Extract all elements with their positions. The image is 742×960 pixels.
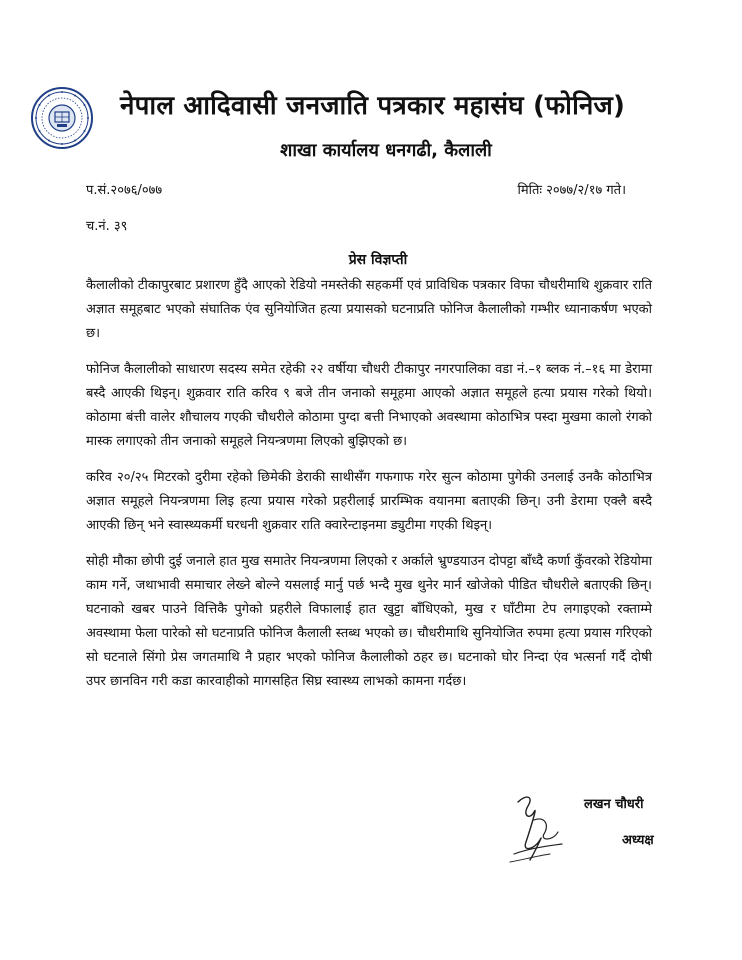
signatory-name: लखन चौधरी xyxy=(584,797,644,812)
paragraph-1: कैलालीको टीकापुरबाट प्रशारण हुँदै आएको रेडियो नमस्तेकी सहकर्मी एवं प्राविधिक पत्रकार विफा चौधरीमाथि शुक्रवार राति अज्ञात समूहबाट भएको संघातिक एंव सुनियोजित हत्या प्रयासको घटनाप्रति फोनिज कैलालीको गम्भीर ध्यानाकर्षण भएको छ। xyxy=(86,278,652,341)
press-release-body xyxy=(86,274,652,706)
document-title: प्रेस विज्ञप्ती xyxy=(348,252,408,268)
document-date: मितिः २०७७/२/१७ गते। xyxy=(517,183,626,198)
signature-icon xyxy=(500,790,580,868)
office-name: शाखा कार्यालय धनगढी, कैलाली xyxy=(280,140,492,161)
reference-number: प.सं.२०७६/०७७ xyxy=(86,183,163,198)
paragraph-4: सोही मौका छोपी दुई जनाले हात मुख समातेर नियन्त्रणमा लिएको र अर्काले भ्रुण्डयाउन दोपट्टा बाँध्दै कर्णा कुँवरको रेडियोमा काम गर्ने, जथाभावी समाचार लेख्ने बोल्ने यसलाई मार्नु पर्छ भन्दै मुख थुनेर मार्न खोजेको पीडित चौधरीले बताएकी छिन्। घटनाको खबर पाउने वित्तिकै पुगेको प्रहरीले विफालाई हात खुट्टा बाँधिएको, मुख र घाँटीमा टेप लगाइएको रक्ताम्मे अवस्थामा फेला पारेको सो घटनाप्रति फोनिज कैलाली स्तब्ध भएको छ। चौधरीमाथि सुनियोजित रुपमा हत्या प्रयास गरिएको सो घटनाले सिंगो प्रेस जगतमाथि नै प्रहार भएको फोनिज कैलालीको ठहर छ। घटनाको घोर निन्दा एंव भत्सर्ना गर्दै दोषी उपर छानविन गरी कडा कारवाहीको मागसहित सिघ्र स्वास्थ्य लाभको कामना गर्दछ। xyxy=(86,554,652,689)
dispatch-number: च.नं. ३९ xyxy=(86,219,128,234)
paragraph-3: करिव २०/२५ मिटरको दुरीमा रहेको छिमेकी डेराकी साथीसँग गफगाफ गरेर सुत्न कोठामा पुगेकी उनलाई उनकै कोठाभित्र अज्ञात समूहले नियन्त्रणमा लिइ हत्या प्रयास गरेको प्रहरीलाई प्रारम्भिक वयानमा बताएकी छिन्। उनी डेरामा एक्लै बस्दै आएकी छिन् भने स्वास्थ्यकर्मी घरधनी शुक्रवार राति क्वारेन्टाइनमा ड्युटीमा गएकी थिइन्। xyxy=(86,470,652,533)
organization-title: नेपाल आदिवासी जनजाति पत्रकार महासंघ (फोनिज) xyxy=(120,91,626,121)
paragraph-2: फोनिज कैलालीको साधारण सदस्य समेत रहेकी २२ वर्षीया चौधरी टीकापुर नगरपालिका वडा नं.–१ ब्लक नं.–१६ मा डेरामा बस्दै आएकी थिइन्। शुक्रवार राति करिव ९ बजे तीन जनाको समूहमा आएको अज्ञात समूहले हत्या प्रयास गरेको थियो। कोठामा बंत्ती वालेर शौचालय गएकी चौधरीले कोठामा पुग्दा बत्ती निभाएको अवस्थामा कोठाभित्र पस्दा मुखमा कालो रंगको मास्क लगाएको तीन जनाको समूहले नियन्त्रणमा लिएको बुझिएको छ। xyxy=(86,362,652,449)
signatory-title: अध्यक्ष xyxy=(622,833,654,848)
